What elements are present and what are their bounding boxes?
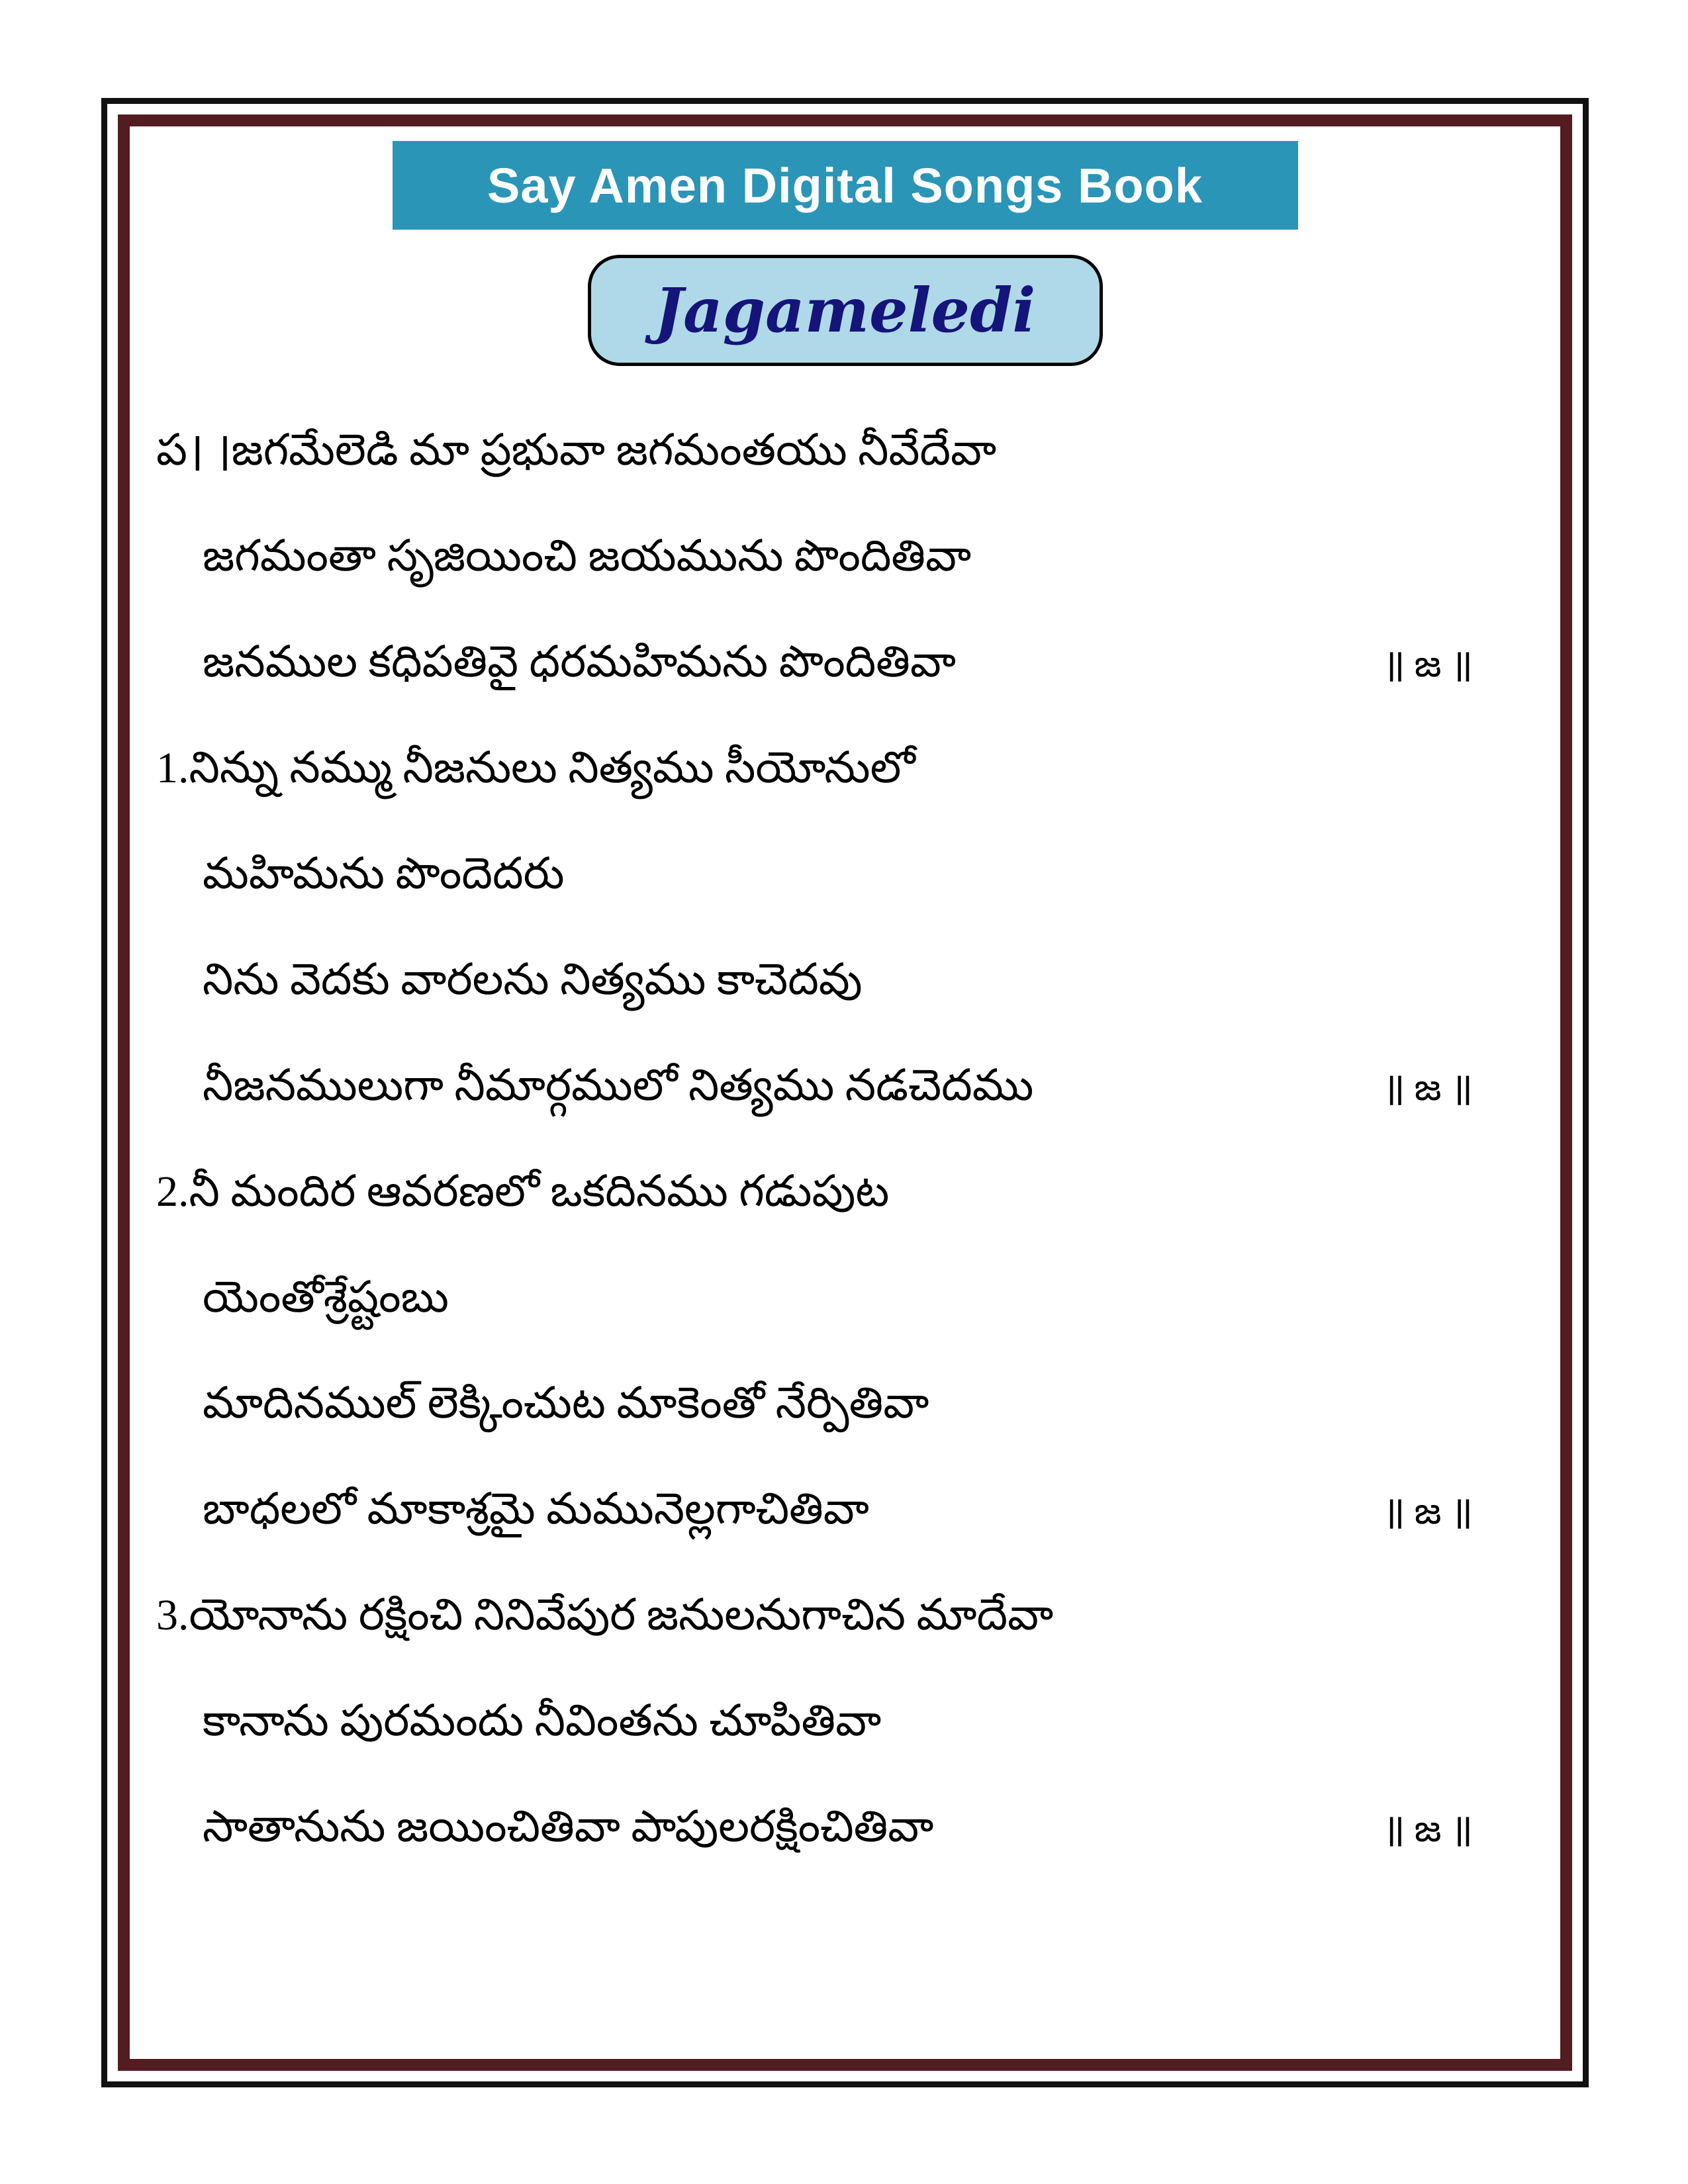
lyric-text: నిను వెదకు వారలను నిత్యము కాచెదవు	[203, 956, 863, 1004]
lyric-line	[156, 610, 1473, 715]
lyric-line	[156, 1139, 1473, 1245]
lyric-text: బాధలలో మాకాశ్రమై మమునెల్లగాచితివా	[203, 1485, 869, 1533]
lyric-text: యెంతోశ్రేష్టంబు	[203, 1273, 449, 1322]
lyric-line	[156, 1668, 1473, 1774]
lyric-text: జగమంతా సృజియించి జయమును పొందితివా	[203, 532, 972, 580]
refrain-marker: ॥ జ ॥	[1382, 1068, 1473, 1109]
lyric-line	[156, 1351, 1473, 1457]
refrain-marker: ॥ జ ॥	[1382, 1809, 1473, 1850]
lyric-line	[156, 821, 1473, 927]
lyric-text: 1.నిన్ను నమ్ము నీజనులు నిత్యము సీయోనులో	[156, 744, 915, 792]
outer-frame-border	[101, 98, 1589, 2087]
lyric-text: నీజనములుగా నీమార్గములో నిత్యము నడచెదము	[203, 1062, 1034, 1110]
lyric-text: మాదినముల్ లెక్కించుట మాకెంతో నేర్పితివా	[203, 1379, 929, 1428]
page-content	[130, 126, 1560, 2059]
refrain-marker: ॥ జ ॥	[1382, 644, 1473, 685]
header-banner	[393, 141, 1298, 230]
lyric-line	[156, 715, 1473, 821]
lyric-text: 2.నీ మందిర ఆవరణలో ఒకదినము గడుపుట	[156, 1167, 890, 1216]
lyric-text: జనముల కధిపతివై ధరమహిమను పొందితివా	[203, 638, 957, 686]
lyric-line	[156, 1563, 1473, 1668]
lyric-line	[156, 398, 1473, 504]
lyric-line	[156, 504, 1473, 610]
lyric-line	[156, 927, 1473, 1033]
lyric-text: ప। ।జగమేలెడి మా ప్రభువా జగమంతయు నీవేదేవా	[156, 426, 997, 475]
lyric-text: మహిమను పొందెదరు	[203, 850, 565, 898]
lyric-text: కానాను పురమందు నీవింతను చూపితివా	[203, 1697, 882, 1745]
lyric-line	[156, 1245, 1473, 1351]
lyric-line	[156, 1033, 1473, 1139]
lyric-text: సాతానును జయించితివా పాపులరక్షించితివా	[203, 1803, 934, 1851]
lyrics-block	[130, 398, 1560, 1880]
inner-frame-border	[118, 114, 1572, 2071]
lyric-text: 3.యోనాను రక్షించి నినివేపుర జనులనుగాచిన మాదేవా	[156, 1591, 1054, 1639]
song-title-box	[588, 255, 1103, 366]
lyric-line	[156, 1774, 1473, 1880]
banner-title: Say Amen Digital Songs Book	[487, 158, 1203, 213]
lyric-line	[156, 1457, 1473, 1563]
page-title: Jagameledi	[654, 275, 1036, 346]
refrain-marker: ॥ జ ॥	[1382, 1491, 1473, 1532]
